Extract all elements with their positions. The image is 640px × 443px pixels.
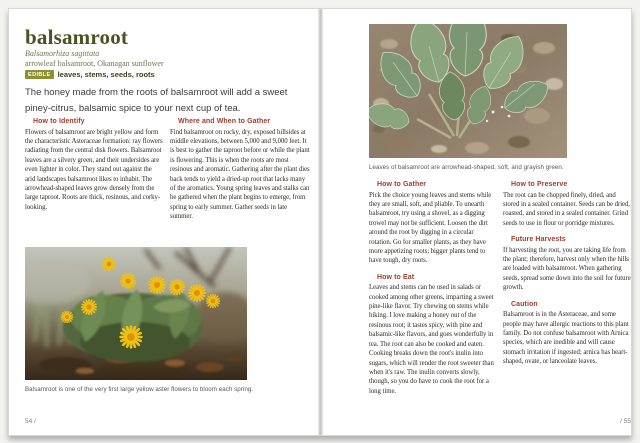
balsamroot-flowers-illustration <box>25 247 247 380</box>
edible-badge: EDIBLE <box>25 70 54 79</box>
scientific-name: Balsamorhiza sagittata <box>25 49 100 58</box>
column <box>25 118 163 230</box>
section-where-when-to-gather <box>170 118 310 222</box>
section-heading: Where and When to Gather <box>178 118 271 125</box>
page-number-right: / 55 <box>620 418 631 425</box>
section-future-harvests <box>503 236 633 293</box>
section-how-to-eat <box>369 274 496 396</box>
section-heading: Future Harvests <box>511 236 566 244</box>
right-page-columns <box>369 181 633 404</box>
section-body: If harvesting the root, you are taking life from the plant; therefore, harvest only when the hills are loaded with balsamroot. When gathering seeds, spread some down into the soil for future growth. <box>503 246 631 292</box>
page-gutter <box>318 9 323 435</box>
edible-parts: leaves, stems, seeds, roots <box>57 70 155 79</box>
section-body: Flowers of balsamroot are bright yellow and form the characteristic Asteraceae formation: ray flowers radiating from the central disk flowers. Balsamroot leaves are a silvery green, and their undersides are even lighter in color. They stand out against the arid landscapes balsamroot likes to inhabit. The arrowhead-shaped leaves grow densely from the large taproot. Roots are thick, resinous, and corky-looking. <box>25 128 163 211</box>
balsamroot-leaves-photo <box>369 24 567 158</box>
column <box>170 118 310 230</box>
section-heading: Caution <box>511 300 538 308</box>
section-body: Balsamroot is in the Asteraceae, and some people may have allergic reactions to this plant family. Do not confuse balsamroot with Arnica species, which are inedible and will cause stomach irritation if ingested; arnica has heart-shaped, ovate, or lanceolate leaves. <box>503 311 629 366</box>
book-spread <box>8 8 632 436</box>
section-body: Find balsamroot on rocky, dry, exposed hillsides at middle elevations, between 5,000 and 9,000 feet. It is best to gather the taproot before or while the plant is flowering. This is when the roots are most resinous and aromatic. Gathering after the plant dies back tends to yield a dried-up root that lacks many of the aromatics. Young spring leaves and stalks can be gathered when the plant begins to emerge, from spring to early summer. Gather seeds in late summer. <box>170 128 310 221</box>
section-body: Pick the choice young leaves and stems while they are small, soft, and pliable. To unearth balsamroot, try using a shovel, as a digging trowel may not be sufficient. Loosen the dirt around the root by digging in a circular rotation. Go for smaller plants, as they have more appetizing roots; bigger plants tend to have tough, dry roots. <box>369 191 492 265</box>
balsamroot-flowers-photo <box>25 247 247 380</box>
left-page-columns <box>25 118 310 230</box>
section-how-to-preserve <box>503 181 633 228</box>
balsamroot-leaves-illustration <box>369 24 567 158</box>
section-heading: How to Identify <box>33 118 85 125</box>
section-heading: How to Preserve <box>511 181 568 188</box>
page-title: balsamroot <box>25 25 129 49</box>
column <box>503 181 633 404</box>
section-body: Leaves and stems can be used in salads or cooked among other greens, imparting a sweet pine-like flavor. Try chewing on stems while hiking. I love making a honey out of the resinous root; it tastes spicy, with pine and balsamic-like flavors, and goes wonderfully in tea. The root can also be cooked and eaten. Cooking breaks down the root's inulin into sugars, which will render the root sweeter than when it's raw. The inulin converts slowly, though, so you do have to cook the root for a long time. <box>369 284 494 395</box>
section-body: The root can be chopped finely, dried, and stored in a sealed container. Seeds can be dried, roasted, and stored in a sealed container. Grind seeds to use in flour or porridge mixtures. <box>503 191 631 227</box>
common-names: arrowleaf balsamroot, Okanagan sunflower <box>25 59 164 68</box>
section-heading: How to Eat <box>377 273 415 281</box>
section-caution <box>503 301 633 367</box>
edible-row <box>25 70 155 79</box>
page-number-left: 54 / <box>25 418 36 425</box>
intro-text: The honey made from the roots of balsamroot will add a sweet piney-citrus, balsamic spice to your next cup of tea. <box>25 87 288 114</box>
section-how-to-identify <box>25 118 163 212</box>
section-how-to-gather <box>369 181 496 266</box>
photo-caption: Balsamroot is one of the very first large yellow aster flowers to bloom each spring. <box>25 386 254 393</box>
section-heading: How to Gather <box>377 181 427 188</box>
column <box>369 181 496 404</box>
photo-caption: Leaves of balsamroot are arrowhead-shaped, soft, and grayish green. <box>369 164 564 171</box>
